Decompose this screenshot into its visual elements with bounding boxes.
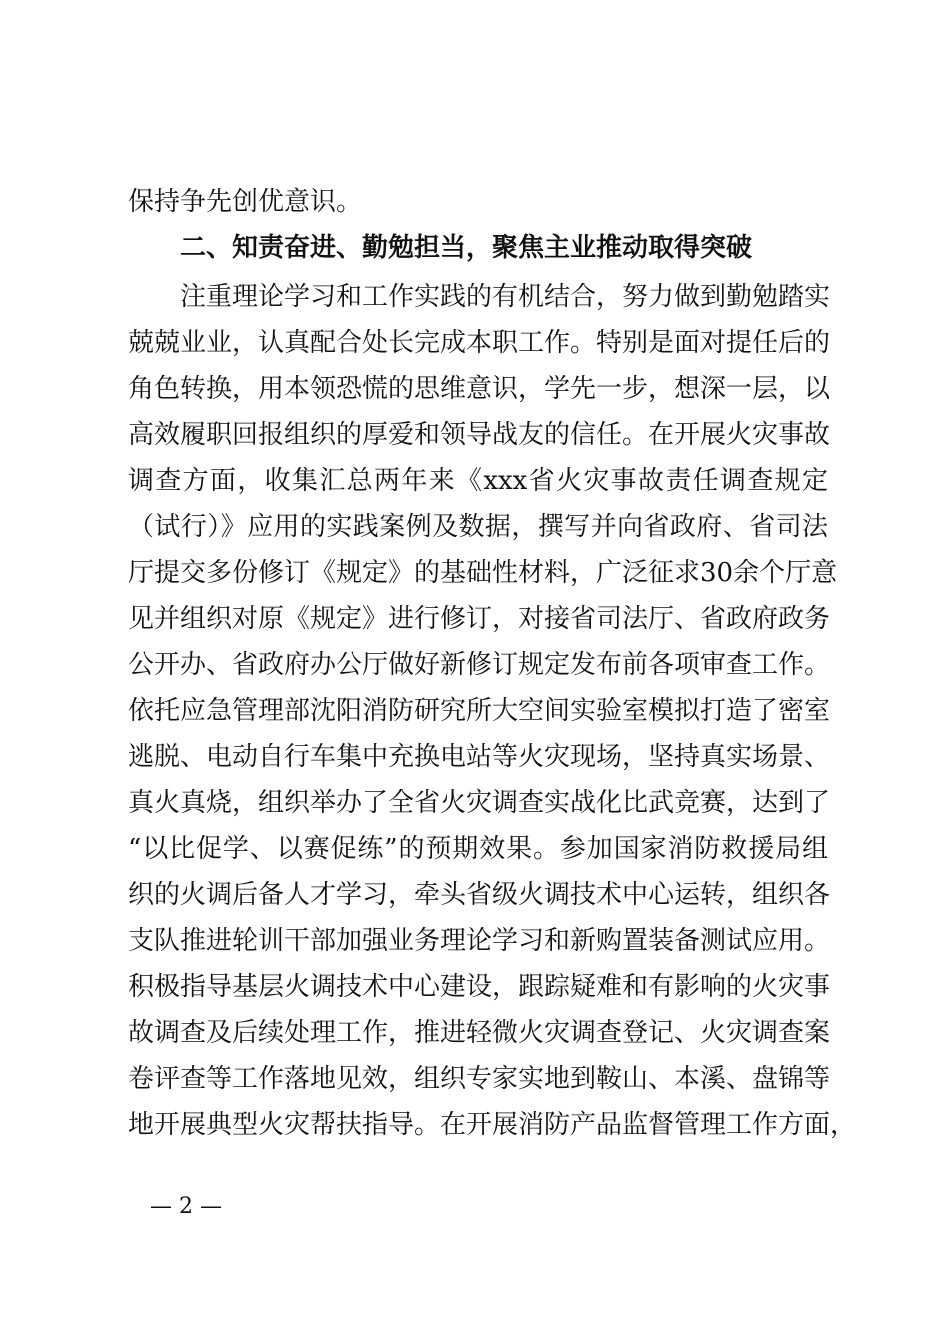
paragraph-line: 故调查及后续处理工作，推进轻微火灾调查登记、火灾调查案 bbox=[128, 1018, 831, 1048]
paragraph-line: 公开办、省政府办公厅做好新修订规定发布前各项审查工作。 bbox=[128, 650, 831, 680]
paragraph-line: 见并组织对原《规定》进行修订，对接省司法厅、省政府政务 bbox=[128, 604, 831, 634]
opening-line: 保持争先创优意识。 bbox=[128, 187, 363, 217]
page-number: — 2 — bbox=[150, 1194, 222, 1219]
paragraph-line: 卷评查等工作落地见效，组织专家实地到鞍山、本溪、盘锦等 bbox=[128, 1064, 831, 1094]
paragraph-line: 高效履职回报组织的厚爱和领导战友的信任。在开展火灾事故 bbox=[128, 420, 831, 450]
paragraph-line: 织的火调后备人才学习，牵头省级火调技术中心运转，组织各 bbox=[128, 880, 831, 910]
paragraph-line: 厅提交多份修订《规定》的基础性材料，广泛征求30余个厅意 bbox=[128, 558, 838, 588]
paragraph-line: “以比促学、以赛促练”的预期效果。参加国家消防救援局组 bbox=[128, 834, 828, 864]
paragraph-line: 调查方面，收集汇总两年来《xxx省火灾事故责任调查规定 bbox=[128, 466, 828, 496]
paragraph-line: 注重理论学习和工作实践的有机结合，努力做到勤勉踏实 bbox=[180, 282, 831, 312]
paragraph-line: 地开展典型火灾帮扶指导。在开展消防产品监督管理工作方面， bbox=[128, 1110, 857, 1140]
paragraph-line: 真火真烧，组织举办了全省火灾调查实战化比武竞赛，达到了 bbox=[128, 788, 831, 818]
paragraph-line: 兢兢业业，认真配合处长完成本职工作。特别是面对提任后的 bbox=[128, 328, 831, 358]
paragraph-line: 角色转换，用本领恐慌的思维意识，学先一步，想深一层，以 bbox=[128, 374, 831, 404]
paragraph-line: 积极指导基层火调技术中心建设，跟踪疑难和有影响的火灾事 bbox=[128, 972, 831, 1002]
paragraph-line: （试行）》应用的实践案例及数据，撰写并向省政府、省司法 bbox=[128, 512, 828, 542]
paragraph-line: 依托应急管理部沈阳消防研究所大空间实验室模拟打造了密室 bbox=[128, 696, 831, 726]
section-heading: 二、知责奋进、勤勉担当，聚焦主业推动取得突破 bbox=[180, 233, 753, 263]
paragraph-line: 支队推进轮训干部加强业务理论学习和新购置装备测试应用。 bbox=[128, 926, 831, 956]
paragraph-line: 逃脱、电动自行车集中充换电站等火灾现场，坚持真实场景、 bbox=[128, 742, 831, 772]
